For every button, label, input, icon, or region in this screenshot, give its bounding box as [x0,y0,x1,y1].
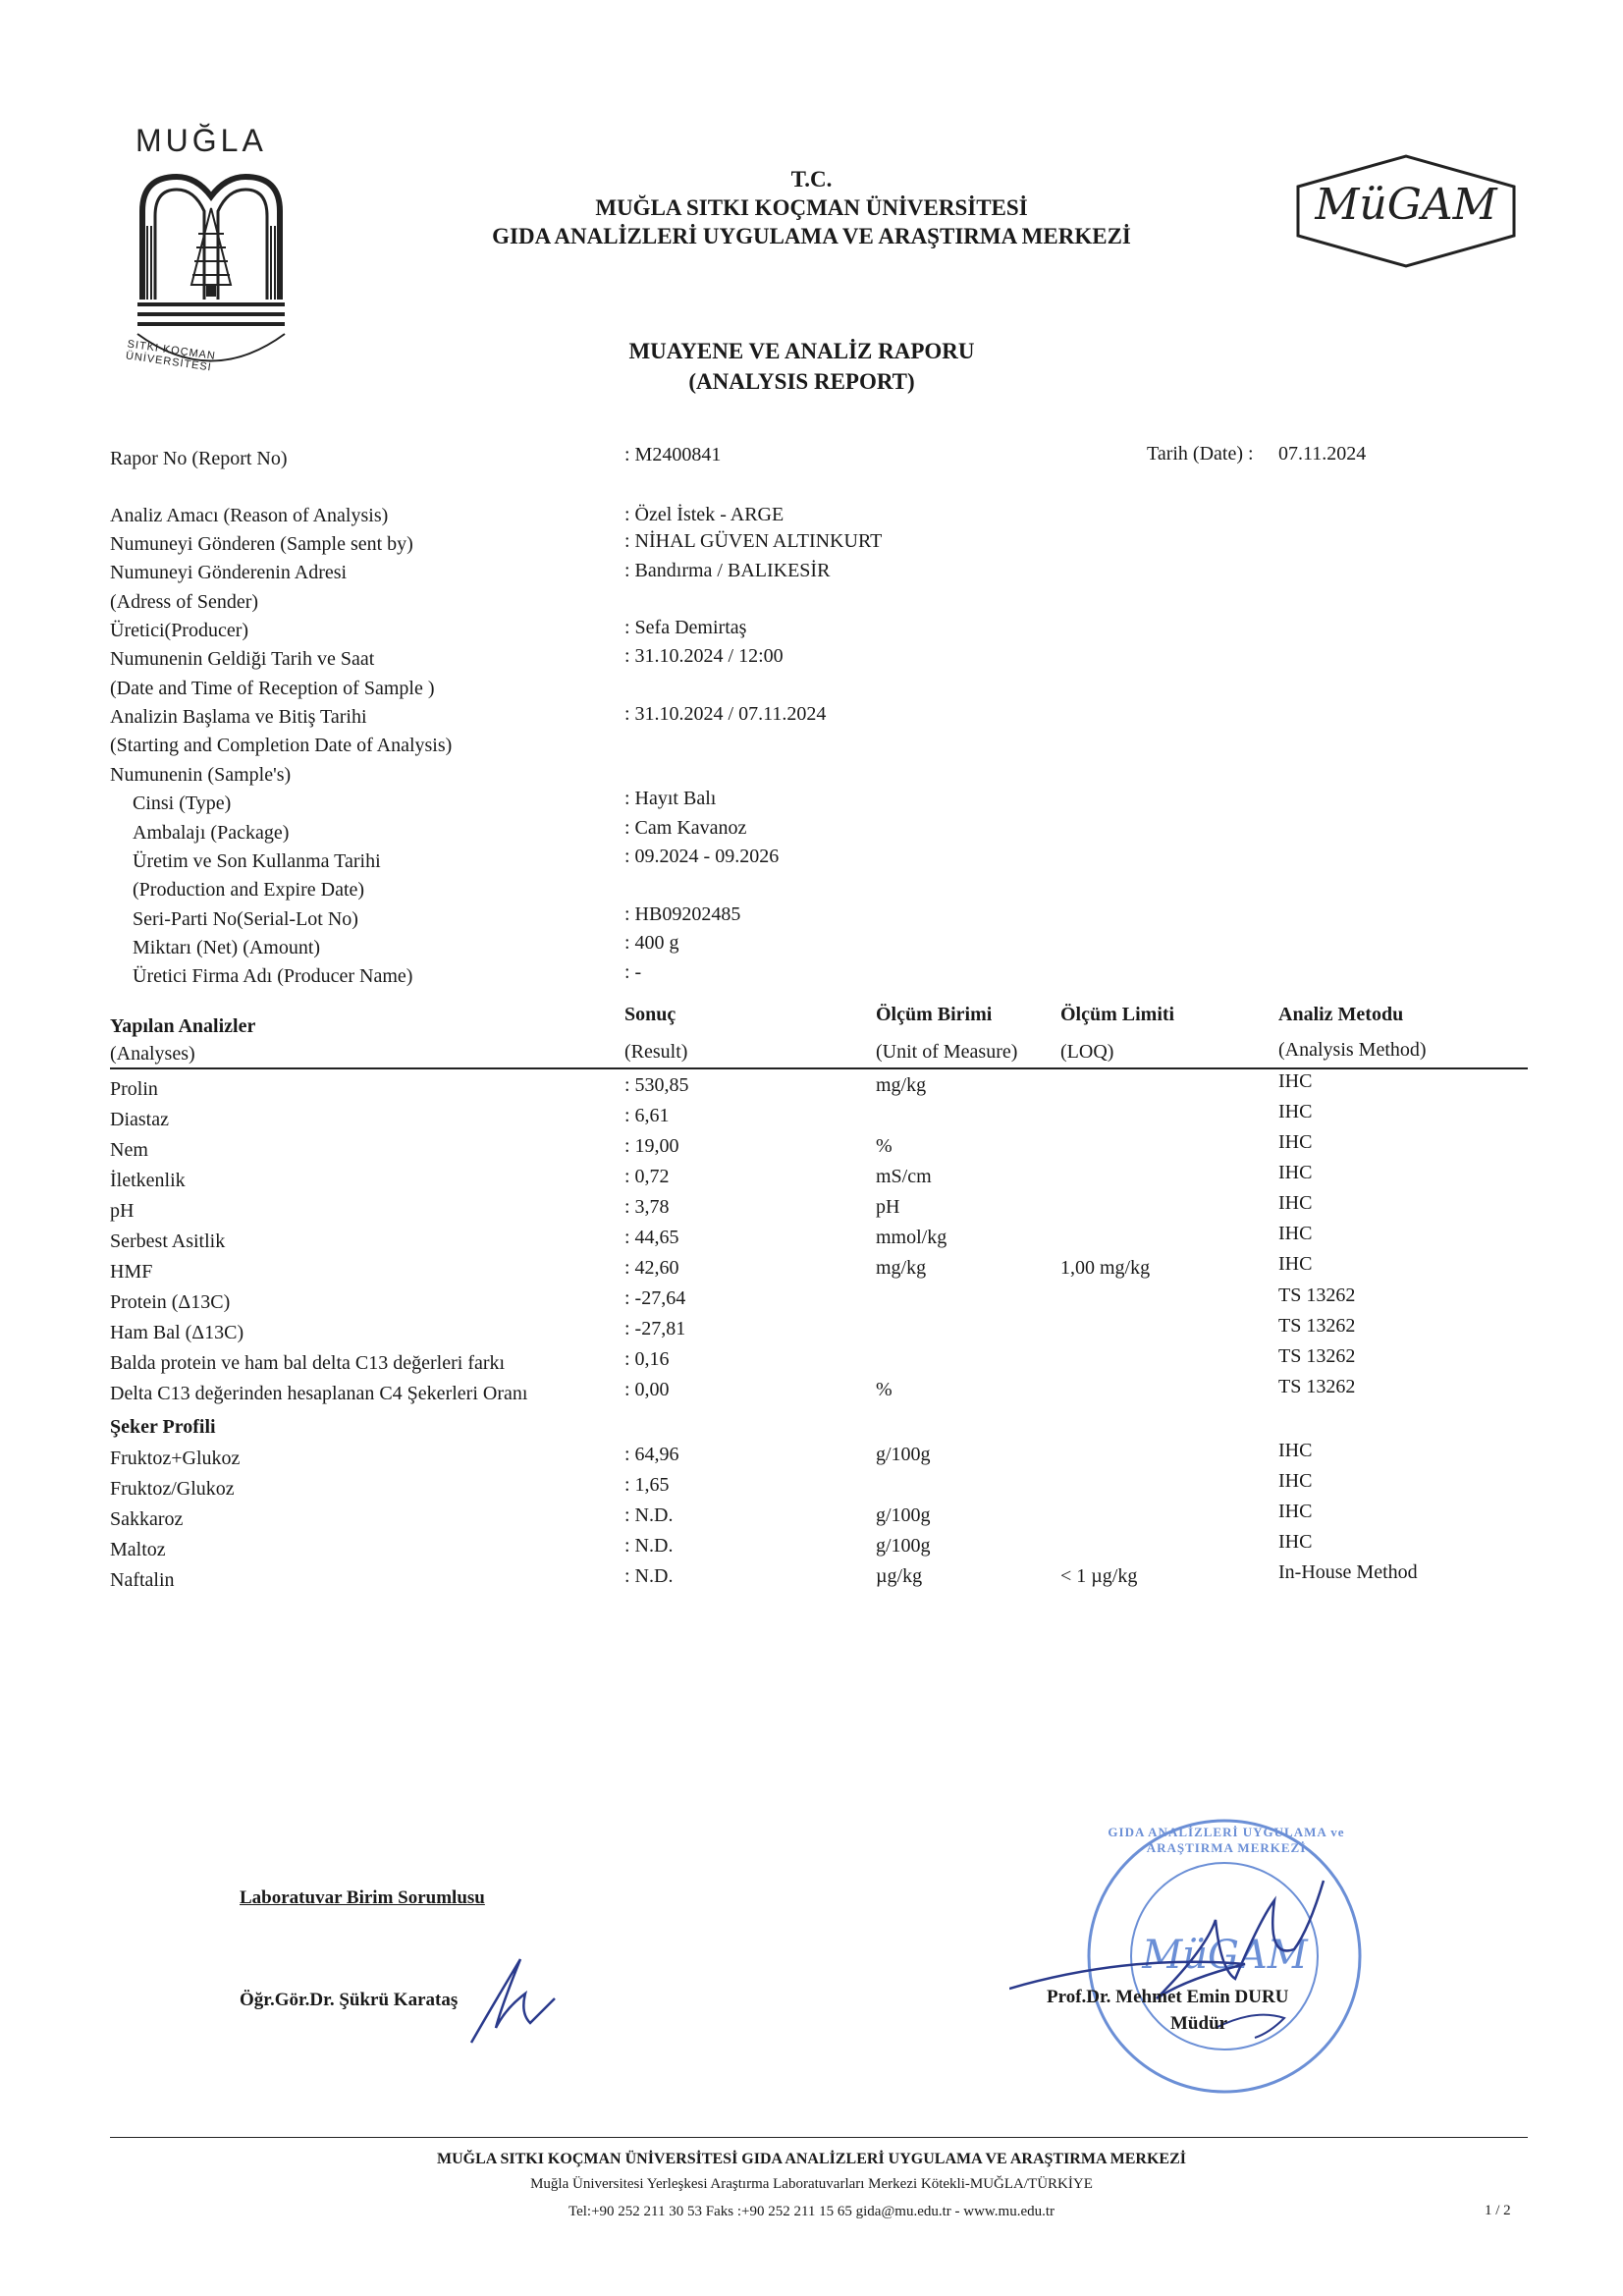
sample-value: : 09.2024 - 09.2026 [624,846,780,867]
table-header-divider [110,1067,1528,1069]
table-row-method: TS 13262 [1278,1376,1356,1397]
report-no-label: Rapor No (Report No) [110,448,288,469]
logo-city-text: MUĞLA [135,123,267,158]
lab-responsible-title: Laboratuvar Birim Sorumlusu [240,1887,485,1908]
col-analyses-header: Yapılan Analizler [110,1015,256,1037]
table-row-result: : 42,60 [624,1257,679,1279]
sample-value: : Cam Kavanoz [624,817,747,839]
table-row-result: : -27,81 [624,1318,686,1339]
table-row-result: : 0,00 [624,1379,670,1400]
mugam-logo-text: MüGAM [1315,180,1497,230]
header-center: GIDA ANALİZLERİ UYGULAMA VE ARAŞTIRMA MERKEZİ [492,224,1131,248]
sugar-row-method: IHC [1278,1501,1313,1522]
page-number: 1 / 2 [1485,2203,1511,2218]
sample-label: Miktarı (Net) (Amount) [133,937,321,958]
sugar-row-unit: g/100g [876,1444,931,1465]
table-row-name: Ham Bal (Δ13C) [110,1322,244,1343]
table-row-result: : 530,85 [624,1074,689,1096]
col-loq-header: Ölçüm Limiti [1060,1004,1175,1025]
table-row-result: : -27,64 [624,1287,686,1309]
sample-value: : 400 g [624,932,679,954]
table-row-method: IHC [1278,1101,1313,1122]
col-loq-header-en: (LOQ) [1060,1041,1114,1063]
info-label: Numunenin (Sample's) [110,764,292,786]
col-method-header-en: (Analysis Method) [1278,1039,1427,1061]
footer-institution: MUĞLA SITKI KOÇMAN ÜNİVERSİTESİ GIDA ANALİZLERİ UYGULAMA VE ARAŞTIRMA MERKEZİ [437,2151,1186,2167]
sugar-row-method: IHC [1278,1531,1313,1553]
table-row-result: : 0,72 [624,1166,670,1187]
table-row-method: IHC [1278,1162,1313,1183]
table-row-result: : 44,65 [624,1227,679,1248]
sugar-row-method: IHC [1278,1470,1313,1492]
sample-label: Üretici Firma Adı (Producer Name) [133,965,413,987]
table-row-unit: mg/kg [876,1257,927,1279]
table-row-unit: mmol/kg [876,1227,947,1248]
table-row-unit: % [876,1135,893,1157]
footer-contact: Tel:+90 252 211 30 53 Faks :+90 252 211 15 65 gida@mu.edu.tr - www.mu.edu.tr [568,2204,1055,2219]
stamp-ring-text: GIDA ANALİZLERİ UYGULAMA ve ARAŞTIRMA MERKEZİ [1108,1825,1345,1855]
table-row-name: pH [110,1200,135,1222]
col-unit-header-en: (Unit of Measure) [876,1041,1018,1063]
sample-value: : - [624,961,642,983]
table-row-method: TS 13262 [1278,1345,1356,1367]
table-row-name: İletkenlik [110,1170,186,1191]
info-value: : NİHAL GÜVEN ALTINKURT [624,530,883,552]
info-label: Numunenin Geldiği Tarih ve Saat [110,648,375,670]
sample-label: (Production and Expire Date) [133,879,365,901]
table-row-name: Nem [110,1139,148,1161]
footer-divider [110,2137,1528,2138]
mugam-logo [1288,152,1524,270]
sugar-row-loq: < 1 µg/kg [1060,1565,1138,1587]
table-row-method: IHC [1278,1070,1313,1092]
table-row-result: : 3,78 [624,1196,670,1218]
info-label: Analizin Başlama ve Bitiş Tarihi [110,706,367,728]
sugar-row-unit: µg/kg [876,1565,923,1587]
stamp-center-text: MüGAM [1142,1933,1308,1978]
table-row-unit: mS/cm [876,1166,932,1187]
sugar-row-unit: g/100g [876,1504,931,1526]
info-value: : Sefa Demirtaş [624,617,747,638]
table-row-method: IHC [1278,1192,1313,1214]
sample-label: Üretim ve Son Kullanma Tarihi [133,850,381,872]
col-method-header: Analiz Metodu [1278,1004,1404,1025]
col-result-header-en: (Result) [624,1041,688,1063]
info-value: : 31.10.2024 / 07.11.2024 [624,703,827,725]
sample-label: Cinsi (Type) [133,793,232,814]
report-title-en: (ANALYSIS REPORT) [688,369,915,394]
header-university: MUĞLA SITKI KOÇMAN ÜNİVERSİTESİ [595,195,1028,220]
table-row-method: TS 13262 [1278,1285,1356,1306]
sugar-row-result: : N.D. [624,1504,674,1526]
logo-ring-text: SITKI KOÇMAN ÜNİVERSİTESİ [125,338,217,374]
sugar-row-result: : 64,96 [624,1444,679,1465]
info-value: : Özel İstek - ARGE [624,504,784,525]
table-row-method: IHC [1278,1223,1313,1244]
info-label: (Adress of Sender) [110,591,259,613]
table-row-unit: % [876,1379,893,1400]
table-row-result: : 6,61 [624,1105,670,1126]
table-row-result: : 19,00 [624,1135,679,1157]
info-label: Üretici(Producer) [110,620,249,641]
report-title: MUAYENE VE ANALİZ RAPORU [628,339,975,363]
header-tc: T.C. [790,167,833,191]
table-row-method: IHC [1278,1253,1313,1275]
info-label: (Date and Time of Reception of Sample ) [110,678,435,699]
table-row-loq: 1,00 mg/kg [1060,1257,1151,1279]
table-row-result: : 0,16 [624,1348,670,1370]
sugar-row-name: Naftalin [110,1569,175,1591]
report-no-value: : M2400841 [624,444,722,465]
sugar-row-result: : N.D. [624,1565,674,1587]
info-value: : Bandırma / BALIKESİR [624,560,831,581]
sugar-row-method: In-House Method [1278,1561,1418,1583]
sugar-row-name: Fruktoz/Glukoz [110,1478,235,1500]
sugar-row-result: : N.D. [624,1535,674,1557]
info-label: Numuneyi Gönderenin Adresi [110,562,348,583]
col-analyses-header-en: (Analyses) [110,1043,195,1065]
col-result-header: Sonuç [624,1004,676,1025]
sugar-row-result: : 1,65 [624,1474,670,1496]
sugar-row-unit: g/100g [876,1535,931,1557]
sugar-row-method: IHC [1278,1440,1313,1461]
info-label: Numuneyi Gönderen (Sample sent by) [110,533,413,555]
sample-label: Seri-Parti No(Serial-Lot No) [133,908,358,930]
sugar-row-name: Sakkaroz [110,1508,184,1530]
table-row-name: Delta C13 değerinden hesaplanan C4 Şekerleri Oranı [110,1383,528,1404]
sample-value: : HB09202485 [624,903,741,925]
table-row-name: Balda protein ve ham bal delta C13 değerleri farkı [110,1352,506,1374]
sample-value: : Hayıt Balı [624,788,717,809]
table-row-name: Diastaz [110,1109,169,1130]
col-unit-header: Ölçüm Birimi [876,1004,993,1025]
table-row-method: IHC [1278,1131,1313,1153]
sugar-row-name: Fruktoz+Glukoz [110,1448,241,1469]
info-label: Analiz Amacı (Reason of Analysis) [110,505,389,526]
table-row-name: HMF [110,1261,153,1283]
sugar-row-name: Maltoz [110,1539,166,1560]
footer-address: Muğla Üniversitesi Yerleşkesi Araştırma Laboratuvarları Merkezi Kötekli-MUĞLA/TÜRKİYE [530,2176,1093,2192]
table-row-method: TS 13262 [1278,1315,1356,1337]
table-row-unit: mg/kg [876,1074,927,1096]
table-row-unit: pH [876,1196,900,1218]
director-title: Müdür [1170,2013,1228,2034]
table-row-name: Protein (Δ13C) [110,1291,231,1313]
sample-label: Ambalajı (Package) [133,822,290,844]
sugar-profile-title: Şeker Profili [110,1416,216,1438]
lab-responsible-name: Öğr.Gör.Dr. Şükrü Karataş [240,1990,459,2010]
info-label: (Starting and Completion Date of Analysis) [110,735,453,756]
table-row-name: Serbest Asitlik [110,1230,226,1252]
lab-signature-icon [461,1949,579,2048]
report-date-value: 07.11.2024 [1278,443,1367,465]
report-date-label: Tarih (Date) : [1147,443,1254,465]
info-value: : 31.10.2024 / 12:00 [624,645,784,667]
director-name: Prof.Dr. Mehmet Emin DURU [1047,1987,1289,2007]
table-row-name: Prolin [110,1078,158,1100]
